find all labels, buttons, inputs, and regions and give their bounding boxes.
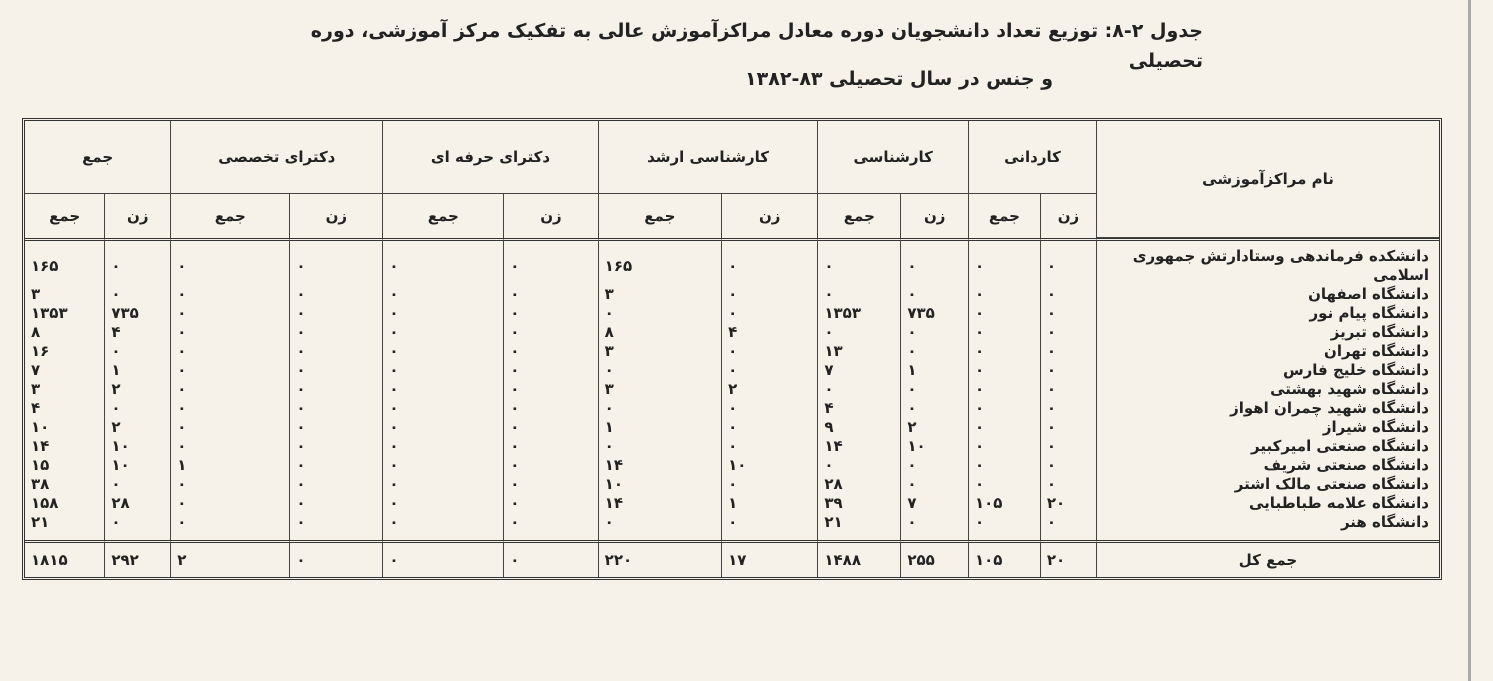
center-name: دانشگاه اصفهان [1096,285,1439,304]
cell-total: ۰ [817,380,900,399]
header-group-master: کارشناسی ارشد [598,121,818,194]
cell-total: ۰ [382,437,503,456]
center-name: دانشگاه شیراز [1096,418,1439,437]
cell-women: ۰ [104,399,170,418]
table-row [25,456,1439,475]
cell-total: ۰ [598,304,721,323]
cell-total: ۰ [968,418,1040,437]
cell-women: ۰ [1040,342,1096,361]
center-name: جمع کل [1096,540,1439,577]
cell-women: ۰ [503,247,597,285]
subheader-total: جمع [382,194,503,238]
cell-women: ۰ [289,437,382,456]
cell-women: ۰ [721,361,817,380]
cell-total: ۰ [170,399,289,418]
cell-total: ۱ [170,456,289,475]
cell-women: ۴ [104,323,170,342]
cell-total: ۱ [598,418,721,437]
cell-women: ۰ [503,494,597,513]
center-name: دانشگاه شهید چمران اهواز [1096,399,1439,418]
cell-total: ۰ [968,323,1040,342]
cell-women: ۱۰ [104,437,170,456]
cell-total: ۰ [170,285,289,304]
cell-total: ۰ [817,247,900,285]
cell-women: ۰ [503,323,597,342]
cell-women: ۴ [721,323,817,342]
center-name: دانشگاه تبریز [1096,323,1439,342]
cell-women: ۷۳۵ [104,304,170,323]
cell-total: ۰ [382,456,503,475]
cell-total: ۰ [382,494,503,513]
header-group-phd: دکترای تخصصی [170,121,382,194]
subheader-total: جمع [598,194,721,238]
cell-total: ۰ [598,513,721,532]
cell-women: ۰ [104,247,170,285]
cell-women: ۰ [1040,323,1096,342]
cell-total: ۰ [598,399,721,418]
cell-total: ۰ [170,513,289,532]
cell-total: ۰ [968,437,1040,456]
cell-women: ۰ [1040,247,1096,285]
cell-women: ۰ [289,513,382,532]
title-line-1: جدول ۲-۸: توزیع تعداد دانشجویان دوره معادل مراکزآموزش عالی به تفکیک مرکز آموزشی، دوره تحصیلی [310,20,1203,72]
cell-total: ۰ [382,323,503,342]
cell-women: ۱۰ [721,456,817,475]
table-subtitle: و جنس در سال تحصیلی ۸۳-۱۳۸۲ [745,68,1053,90]
cell-total: ۰ [382,418,503,437]
cell-total: ۰ [170,323,289,342]
cell-total: ۷ [31,361,41,379]
cell-women: ۰ [900,380,968,399]
cell-total: ۰ [382,304,503,323]
cell-women: ۰ [900,247,968,285]
cell-women: ۰ [900,513,968,532]
cell-women: ۰ [503,437,597,456]
header-group-professional-doctorate: دکترای حرفه ای [382,121,597,194]
cell-total: ۲۸ [817,475,900,494]
cell-women: ۲ [104,380,170,399]
cell-women: ۰ [1040,361,1096,380]
cell-total: ۰ [968,361,1040,380]
cell-women: ۰ [721,247,817,285]
cell-women: ۰ [104,475,170,494]
cell-women: ۲ [721,380,817,399]
subheader-total: جمع [968,194,1040,238]
cell-total: ۰ [170,380,289,399]
cell-total: ۰ [382,399,503,418]
cell-total: ۳ [598,342,721,361]
cell-women: ۰ [503,361,597,380]
cell-women: ۰ [503,540,597,577]
cell-total: ۳۸ [31,475,50,493]
table-title [303,16,1203,76]
cell-total: ۱۵۸ [31,494,59,512]
cell-total: ۰ [817,323,900,342]
cell-total: ۱۳۵۳ [31,304,68,322]
cell-total: ۰ [382,361,503,380]
cell-women: ۰ [721,418,817,437]
cell-total: ۰ [968,304,1040,323]
cell-women: ۰ [289,475,382,494]
cell-women: ۰ [1040,418,1096,437]
cell-women: ۰ [289,456,382,475]
cell-women: ۰ [503,342,597,361]
cell-women: ۰ [104,513,170,532]
cell-total: ۱۶۵ [31,256,59,275]
cell-total: ۱۴ [598,494,721,513]
table-row [25,437,1439,456]
cell-women: ۱۷ [721,540,817,577]
cell-women: ۰ [503,285,597,304]
table-row [25,323,1439,342]
cell-total: ۱۳۵۳ [817,304,900,323]
cell-women: ۱ [900,361,968,380]
header-group-total: جمع [25,121,170,194]
cell-total: ۸ [31,323,41,341]
cell-women: ۰ [1040,437,1096,456]
cell-women: ۰ [721,285,817,304]
center-name: دانشکده فرماندهی وستادارتش جمهوری اسلامی [1096,247,1439,285]
cell-total: ۹ [817,418,900,437]
table-row [25,494,1439,513]
cell-total: ۰ [382,540,503,577]
cell-women: ۲ [104,418,170,437]
cell-total: ۱۰ [31,418,50,436]
cell-total: ۱۰۵ [968,540,1040,577]
center-name: دانشگاه تهران [1096,342,1439,361]
cell-total: ۳۹ [817,494,900,513]
table-row [25,247,1439,285]
cell-women: ۰ [1040,285,1096,304]
cell-women: ۰ [503,513,597,532]
cell-total: ۱۰۵ [968,494,1040,513]
center-name: دانشگاه هنر [1096,513,1439,532]
cell-women: ۱ [721,494,817,513]
cell-total: ۰ [817,285,900,304]
cell-women: ۰ [289,342,382,361]
cell-women: ۰ [721,513,817,532]
cell-women: ۲۵۵ [900,540,968,577]
center-name: دانشگاه صنعتی شریف [1096,456,1439,475]
cell-total: ۰ [382,380,503,399]
cell-total: ۲۱ [817,513,900,532]
table-row [25,380,1439,399]
center-name: دانشگاه صنعتی امیرکبیر [1096,437,1439,456]
cell-women: ۰ [503,304,597,323]
cell-women: ۰ [721,342,817,361]
cell-total: ۰ [170,437,289,456]
cell-total: ۰ [382,285,503,304]
cell-women: ۰ [289,540,382,577]
table-row [25,418,1439,437]
cell-women: ۱۰ [900,437,968,456]
cell-total: ۰ [170,494,289,513]
cell-total: ۰ [968,456,1040,475]
cell-total: ۳ [31,285,41,303]
table-row [25,342,1439,361]
cell-women: ۱۰ [104,456,170,475]
cell-women: ۰ [503,418,597,437]
cell-women: ۰ [289,304,382,323]
cell-total: ۱۰ [598,475,721,494]
subheader-women: زن [104,194,170,238]
cell-women: ۰ [900,456,968,475]
cell-total: ۰ [382,247,503,285]
cell-total: ۰ [968,285,1040,304]
cell-total: ۰ [382,342,503,361]
cell-women: ۷۳۵ [900,304,968,323]
table-row [25,513,1439,532]
cell-women: ۰ [289,399,382,418]
cell-total: ۰ [382,475,503,494]
cell-women: ۰ [900,342,968,361]
cell-total: ۴ [817,399,900,418]
cell-women: ۰ [503,475,597,494]
cell-total: ۰ [170,342,289,361]
table-row [25,361,1439,380]
cell-women: ۰ [1040,399,1096,418]
subheader-total: جمع [817,194,900,238]
cell-women: ۰ [503,380,597,399]
subheader-women: زن [900,194,968,238]
cell-women: ۰ [289,494,382,513]
subheader-women: زن [721,194,817,238]
cell-women: ۷ [900,494,968,513]
table-row [25,285,1439,304]
cell-total: ۰ [170,247,289,285]
cell-total: ۰ [598,437,721,456]
cell-women: ۰ [289,323,382,342]
cell-women: ۰ [721,304,817,323]
data-table [22,118,1442,580]
cell-total: ۰ [817,456,900,475]
cell-total: ۴ [31,399,41,417]
subheader-total: جمع [49,207,81,225]
cell-women: ۰ [289,247,382,285]
subheader-women: زن [1040,194,1096,238]
cell-women: ۲۹۲ [104,540,170,577]
cell-total: ۱۶۵ [598,247,721,285]
header-group-bachelor: کارشناسی [817,121,968,194]
cell-total: ۱۴ [31,437,50,455]
cell-total: ۰ [170,475,289,494]
cell-women: ۰ [1040,513,1096,532]
cell-women: ۰ [721,475,817,494]
cell-women: ۲۰ [1040,540,1096,577]
cell-total: ۰ [968,475,1040,494]
cell-women: ۰ [1040,380,1096,399]
cell-total: ۳ [598,380,721,399]
total-row [25,540,1439,577]
cell-women: ۰ [289,418,382,437]
center-name: دانشگاه پیام نور [1096,304,1439,323]
cell-women: ۰ [289,380,382,399]
cell-women: ۰ [900,285,968,304]
cell-women: ۲ [900,418,968,437]
cell-total: ۰ [170,304,289,323]
cell-total: ۱۶ [31,342,50,360]
cell-total: ۱۳ [817,342,900,361]
cell-total: ۲۲۰ [598,540,721,577]
cell-women: ۰ [900,399,968,418]
cell-women: ۱ [104,361,170,380]
cell-women: ۰ [289,361,382,380]
table-row [25,399,1439,418]
page-edge [1468,0,1471,681]
cell-total: ۲۱ [31,513,50,531]
cell-women: ۰ [503,456,597,475]
cell-women: ۰ [1040,475,1096,494]
cell-women: ۰ [503,399,597,418]
cell-total: ۰ [968,399,1040,418]
center-name: دانشگاه خلیج فارس [1096,361,1439,380]
cell-total: ۱۵ [31,456,50,474]
cell-total: ۱۴ [817,437,900,456]
cell-women: ۰ [104,285,170,304]
cell-total: ۱۸۱۵ [25,540,104,577]
table-body [25,238,1439,577]
cell-total: ۳ [598,285,721,304]
table-row [25,475,1439,494]
cell-total: ۰ [170,361,289,380]
cell-total: ۰ [968,513,1040,532]
subheader-total: جمع [170,194,289,238]
header-center-name: نام مراکزآموزشی [1096,121,1439,238]
cell-total: ۰ [968,380,1040,399]
cell-women: ۲۰ [1040,494,1096,513]
subheader-women: زن [503,194,597,238]
cell-total: ۳ [31,380,41,398]
cell-women: ۰ [900,323,968,342]
cell-women: ۰ [721,437,817,456]
cell-women: ۰ [900,475,968,494]
cell-total: ۰ [968,342,1040,361]
subheader-women: زن [289,194,382,238]
cell-total: ۷ [817,361,900,380]
cell-women: ۰ [104,342,170,361]
cell-total: ۱۴۸۸ [817,540,900,577]
center-name: دانشگاه صنعتی مالک اشتر [1096,475,1439,494]
center-name: دانشگاه شهید بهشتی [1096,380,1439,399]
cell-total: ۰ [968,247,1040,285]
cell-total: ۲ [170,540,289,577]
cell-women: ۰ [721,399,817,418]
cell-women: ۲۸ [104,494,170,513]
center-name: دانشگاه علامه طباطبایی [1096,494,1439,513]
header-group-associate: کاردانی [968,121,1096,194]
cell-women: ۰ [289,285,382,304]
table-row [25,304,1439,323]
cell-total: ۰ [382,513,503,532]
cell-total: ۰ [598,361,721,380]
cell-women: ۰ [1040,304,1096,323]
cell-total: ۸ [598,323,721,342]
cell-total: ۰ [170,418,289,437]
cell-women: ۰ [1040,456,1096,475]
cell-total: ۱۴ [598,456,721,475]
